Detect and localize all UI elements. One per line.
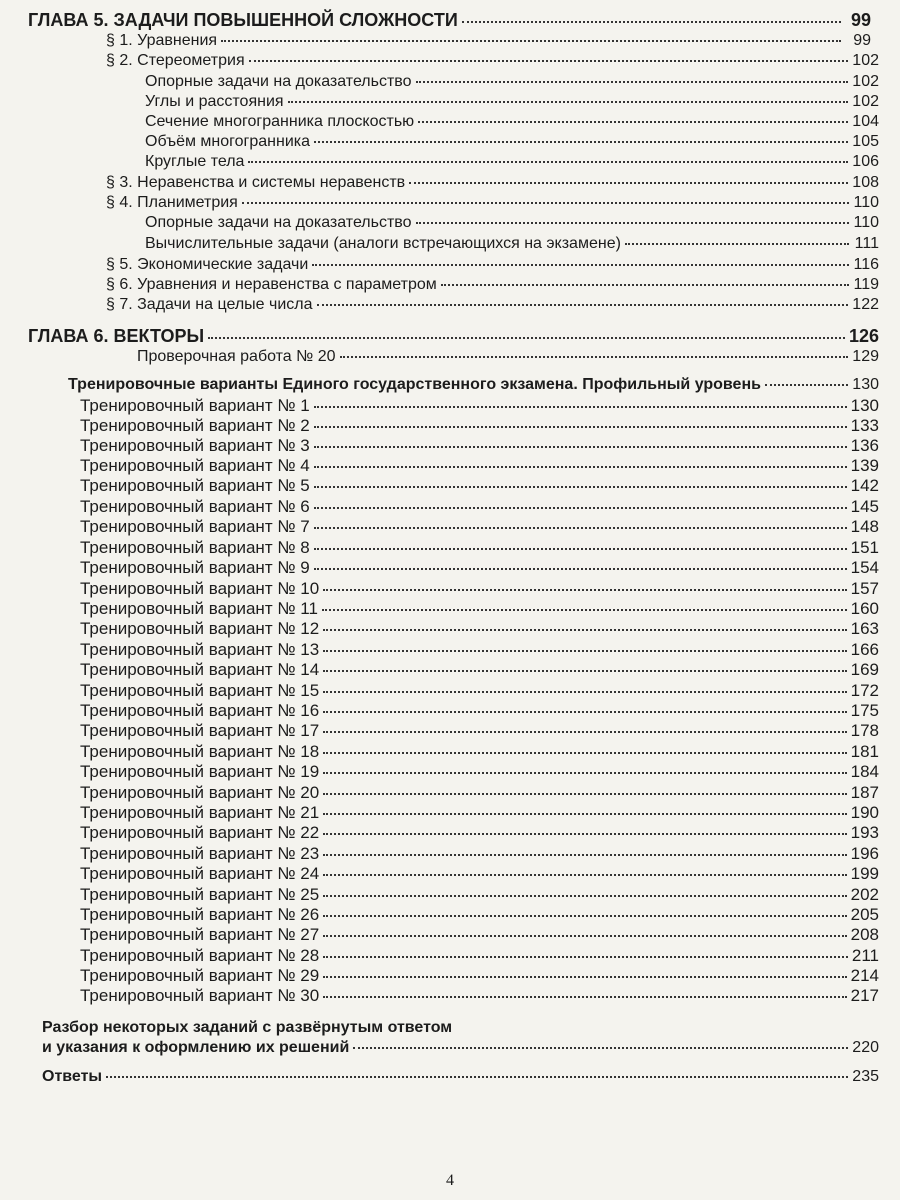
toc-entry bbox=[80, 619, 879, 639]
leader-dots bbox=[625, 242, 849, 245]
leader-dots bbox=[323, 628, 846, 631]
toc-entry-title: Тренировочный вариант № 5 bbox=[80, 476, 310, 495]
leader-dots bbox=[323, 995, 846, 998]
toc-entry-title: Тренировочный вариант № 15 bbox=[80, 681, 320, 700]
toc-entry bbox=[80, 885, 879, 905]
leader-dots bbox=[322, 608, 847, 611]
toc-entry-page: 193 bbox=[850, 823, 879, 842]
leader-dots bbox=[462, 20, 841, 23]
toc-entry bbox=[80, 558, 879, 578]
toc-entry-title: ГЛАВА 5. ЗАДАЧИ ПОВЫШЕННОЙ СЛОЖНОСТИ bbox=[28, 10, 458, 30]
leader-dots bbox=[106, 1075, 848, 1078]
toc-entry-page: 130 bbox=[850, 396, 879, 415]
toc-entry-analysis bbox=[42, 1038, 879, 1058]
toc-entry-page: 108 bbox=[852, 174, 879, 191]
toc-entry bbox=[80, 579, 879, 599]
toc-entry-title: Тренировочный вариант № 27 bbox=[80, 925, 320, 944]
toc-entry-title: Сечение многогранника плоскостью bbox=[145, 113, 415, 130]
leader-dots bbox=[340, 355, 849, 358]
toc-entry-page: 106 bbox=[852, 153, 879, 170]
leader-dots bbox=[314, 547, 847, 550]
toc-entry-title: § 6. Уравнения и неравенства с параметром bbox=[106, 276, 437, 293]
toc-entry-title: Тренировочный вариант № 3 bbox=[80, 436, 310, 455]
toc-entry-page: 130 bbox=[852, 376, 879, 393]
leader-dots bbox=[323, 894, 846, 897]
leader-dots bbox=[323, 690, 846, 693]
toc-entry-title: Объём многогранника bbox=[145, 133, 311, 150]
toc-entry-title: Тренировочный вариант № 19 bbox=[80, 762, 320, 781]
toc-entry-page: 181 bbox=[850, 742, 879, 761]
toc-entry bbox=[80, 905, 879, 925]
toc-entry-page: 220 bbox=[852, 1039, 879, 1056]
toc-entry-title: § 4. Планиметрия bbox=[106, 194, 238, 211]
toc-entry-page: 208 bbox=[850, 925, 879, 944]
toc-entry-title: Тренировочный вариант № 21 bbox=[80, 803, 320, 822]
toc-entry-title: Тренировочный вариант № 10 bbox=[80, 579, 320, 598]
toc-entry-title: Вычислительные задачи (аналоги встречающихся на экзамене) bbox=[145, 235, 621, 252]
leader-dots bbox=[314, 506, 847, 509]
toc-entry-title: Тренировочный вариант № 7 bbox=[80, 517, 310, 536]
toc-entry-title: Тренировочный вариант № 28 bbox=[80, 946, 320, 965]
toc-entry-title: Опорные задачи на доказательство bbox=[145, 214, 412, 231]
toc-entry-page: 116 bbox=[853, 256, 879, 273]
toc-entry bbox=[106, 255, 879, 275]
toc-entry bbox=[80, 783, 879, 803]
toc-entry-page: 119 bbox=[853, 276, 879, 293]
leader-dots bbox=[323, 975, 846, 978]
toc-entry-page: 187 bbox=[850, 783, 879, 802]
leader-dots bbox=[242, 201, 849, 204]
toc-entry-page: 217 bbox=[850, 986, 879, 1005]
toc-entry-page: 190 bbox=[850, 803, 879, 822]
toc-entry bbox=[80, 721, 879, 741]
toc-entry bbox=[106, 173, 879, 193]
toc-entry-page: 235 bbox=[852, 1068, 879, 1085]
toc-entry bbox=[80, 416, 879, 436]
leader-dots bbox=[323, 914, 846, 917]
toc-entry-page: 154 bbox=[850, 558, 879, 577]
toc-entry bbox=[80, 803, 879, 823]
toc-entry bbox=[106, 51, 879, 71]
toc-entry bbox=[80, 742, 879, 762]
toc-entry-title: Тренировочный вариант № 2 bbox=[80, 416, 310, 435]
toc-entry-title: Тренировочный вариант № 1 bbox=[80, 396, 310, 415]
leader-dots bbox=[323, 730, 846, 733]
toc-entry-page: 160 bbox=[850, 599, 879, 618]
toc-entry-page: 169 bbox=[850, 660, 879, 679]
toc-entry-title: Тренировочный вариант № 11 bbox=[80, 599, 318, 618]
toc-entry-analysis-line1: Разбор некоторых заданий с развёрнутым ответом bbox=[42, 1019, 453, 1036]
toc-entry-title: Ответы bbox=[42, 1068, 103, 1085]
toc-entry-page: 122 bbox=[852, 296, 879, 313]
leader-dots bbox=[323, 934, 846, 937]
leader-dots bbox=[323, 792, 846, 795]
toc-entry-title: Тренировочный вариант № 14 bbox=[80, 660, 320, 679]
leader-dots bbox=[323, 955, 848, 958]
toc-entry-page: 102 bbox=[852, 93, 879, 110]
toc-entry-title: Круглые тела bbox=[145, 153, 245, 170]
toc-entry bbox=[106, 295, 879, 315]
leader-dots bbox=[314, 526, 847, 529]
toc-entry-title: § 2. Стереометрия bbox=[106, 52, 245, 69]
leader-dots bbox=[312, 263, 849, 266]
leader-dots bbox=[314, 465, 847, 468]
toc-entry-title: и указания к оформлению их решений bbox=[42, 1039, 350, 1056]
toc-entry-title: Тренировочный вариант № 17 bbox=[80, 721, 320, 740]
leader-dots bbox=[323, 588, 846, 591]
leader-dots bbox=[353, 1046, 848, 1049]
toc-entry bbox=[80, 396, 879, 416]
toc-entry-title: § 5. Экономические задачи bbox=[106, 256, 309, 273]
toc-entry-page: 110 bbox=[853, 194, 879, 211]
toc-entry-page: 166 bbox=[850, 640, 879, 659]
toc-entry-page: 142 bbox=[850, 476, 879, 495]
leader-dots bbox=[288, 100, 849, 103]
toc-entry-page: 111 bbox=[854, 235, 879, 252]
toc-entry bbox=[80, 823, 879, 843]
toc-entry bbox=[80, 681, 879, 701]
leader-dots bbox=[323, 771, 846, 774]
leader-dots bbox=[208, 336, 845, 339]
leader-dots bbox=[765, 383, 848, 386]
toc-entry bbox=[145, 234, 879, 254]
toc-entry bbox=[80, 476, 879, 496]
toc-entry bbox=[80, 925, 879, 945]
toc-entry-page: 99 bbox=[850, 10, 871, 30]
toc-entry bbox=[145, 112, 879, 132]
toc-entry-page: 205 bbox=[850, 905, 879, 924]
leader-dots bbox=[314, 567, 847, 570]
toc-entry-title: Тренировочный вариант № 9 bbox=[80, 558, 310, 577]
leader-dots bbox=[314, 140, 848, 143]
toc-entry bbox=[80, 456, 879, 476]
toc-entry-page: 151 bbox=[850, 538, 879, 557]
toc-entry bbox=[80, 986, 879, 1006]
toc-entry bbox=[68, 375, 879, 395]
toc-entry bbox=[106, 275, 879, 295]
toc-entry-page: 148 bbox=[850, 517, 879, 536]
leader-dots bbox=[323, 669, 846, 672]
toc-entry bbox=[145, 72, 879, 92]
toc-entry-title: Тренировочный вариант № 4 bbox=[80, 456, 310, 475]
toc-entry-page: 178 bbox=[850, 721, 879, 740]
toc-entry bbox=[145, 213, 879, 233]
toc-entry-title: ГЛАВА 6. ВЕКТОРЫ bbox=[28, 326, 205, 346]
toc-entry-page: 199 bbox=[850, 864, 879, 883]
toc-entry bbox=[80, 497, 879, 517]
leader-dots bbox=[323, 832, 846, 835]
toc-entry-title: Тренировочный вариант № 25 bbox=[80, 885, 320, 904]
toc-entry-title: § 7. Задачи на целые числа bbox=[106, 296, 313, 313]
toc-entry-page: 211 bbox=[851, 946, 879, 965]
toc-entry-title: Тренировочный вариант № 22 bbox=[80, 823, 320, 842]
toc-entry-title: Тренировочный вариант № 13 bbox=[80, 640, 320, 659]
leader-dots bbox=[323, 812, 846, 815]
toc-entry bbox=[80, 701, 879, 721]
toc-entry bbox=[80, 762, 879, 782]
toc-entry-title: § 1. Уравнения bbox=[106, 32, 218, 49]
toc-entry bbox=[28, 10, 871, 30]
leader-dots bbox=[314, 445, 847, 448]
leader-dots bbox=[409, 181, 848, 184]
toc-entry-title: § 3. Неравенства и системы неравенств bbox=[106, 174, 406, 191]
toc-entry bbox=[80, 844, 879, 864]
toc-entry-title: Углы и расстояния bbox=[145, 93, 284, 110]
toc-entry-page: 196 bbox=[850, 844, 879, 863]
toc-entry-title: Тренировочные варианты Единого государственного экзамена. Профильный уровень bbox=[68, 376, 761, 393]
toc-entry-page: 104 bbox=[852, 113, 879, 130]
leader-dots bbox=[314, 425, 847, 428]
toc-entry bbox=[80, 436, 879, 456]
toc-entry-title: Тренировочный вариант № 24 bbox=[80, 864, 320, 883]
toc-entry-title: Тренировочный вариант № 23 bbox=[80, 844, 320, 863]
leader-dots bbox=[314, 405, 847, 408]
toc-entry-title: Тренировочный вариант № 12 bbox=[80, 619, 320, 638]
toc-entry-page: 163 bbox=[850, 619, 879, 638]
leader-dots bbox=[323, 649, 846, 652]
toc-entry bbox=[145, 152, 879, 172]
toc-entry-page: 102 bbox=[852, 52, 879, 69]
leader-dots bbox=[248, 160, 848, 163]
toc-entry-title: Тренировочный вариант № 26 bbox=[80, 905, 320, 924]
leader-dots bbox=[317, 303, 849, 306]
leader-dots bbox=[418, 120, 848, 123]
leader-dots bbox=[323, 751, 846, 754]
toc-entry-page: 110 bbox=[853, 214, 879, 231]
toc-entry-page: 157 bbox=[850, 579, 879, 598]
toc-entry-page: 105 bbox=[852, 133, 879, 150]
toc-entry-page: 175 bbox=[850, 701, 879, 720]
toc-entry-title: Проверочная работа № 20 bbox=[137, 348, 336, 365]
leader-dots bbox=[249, 59, 849, 62]
toc-entry-page: 99 bbox=[853, 32, 871, 49]
toc-entry-title: Тренировочный вариант № 30 bbox=[80, 986, 320, 1005]
leader-dots bbox=[416, 221, 849, 224]
leader-dots bbox=[314, 485, 847, 488]
toc-entry bbox=[80, 966, 879, 986]
toc-entry-title: Тренировочный вариант № 6 bbox=[80, 497, 310, 516]
toc-entry bbox=[137, 347, 879, 367]
toc-entry bbox=[80, 599, 879, 619]
toc-entry-title: Тренировочный вариант № 8 bbox=[80, 538, 310, 557]
toc-entry-page: 139 bbox=[850, 456, 879, 475]
toc-entry-page: 102 bbox=[852, 73, 879, 90]
leader-dots bbox=[441, 283, 849, 286]
toc-entry-page: 145 bbox=[850, 497, 879, 516]
toc-entry bbox=[106, 31, 871, 51]
leader-dots bbox=[323, 873, 846, 876]
leader-dots bbox=[323, 853, 846, 856]
toc-entry-page: 133 bbox=[850, 416, 879, 435]
toc-entry-title: Тренировочный вариант № 16 bbox=[80, 701, 320, 720]
leader-dots bbox=[221, 39, 841, 42]
toc-entry-title: Тренировочный вариант № 18 bbox=[80, 742, 320, 761]
page-number: 4 bbox=[446, 1172, 454, 1189]
toc-entry bbox=[145, 92, 879, 112]
leader-dots bbox=[323, 710, 846, 713]
toc-entry bbox=[80, 640, 879, 660]
toc-entry bbox=[80, 946, 879, 966]
toc-entry-page: 129 bbox=[852, 348, 879, 365]
toc-entry-title: Тренировочный вариант № 29 bbox=[80, 966, 320, 985]
toc-entry-answers bbox=[42, 1067, 879, 1087]
toc-entry-page: 214 bbox=[850, 966, 879, 985]
toc-entry-title: Тренировочный вариант № 20 bbox=[80, 783, 320, 802]
toc-entry bbox=[28, 326, 879, 346]
toc-entry-page: 136 bbox=[850, 436, 879, 455]
toc-entry-page: 184 bbox=[850, 762, 879, 781]
leader-dots bbox=[416, 80, 849, 83]
toc-entry bbox=[80, 864, 879, 884]
toc-entry bbox=[145, 132, 879, 152]
toc-entry bbox=[106, 193, 879, 213]
toc-entry bbox=[80, 517, 879, 537]
toc-entry bbox=[80, 660, 879, 680]
toc-entry-page: 202 bbox=[850, 885, 879, 904]
toc-entry bbox=[80, 538, 879, 558]
toc-entry-title: Опорные задачи на доказательство bbox=[145, 73, 412, 90]
toc-entry-page: 172 bbox=[850, 681, 879, 700]
toc-entry-page: 126 bbox=[848, 326, 879, 346]
